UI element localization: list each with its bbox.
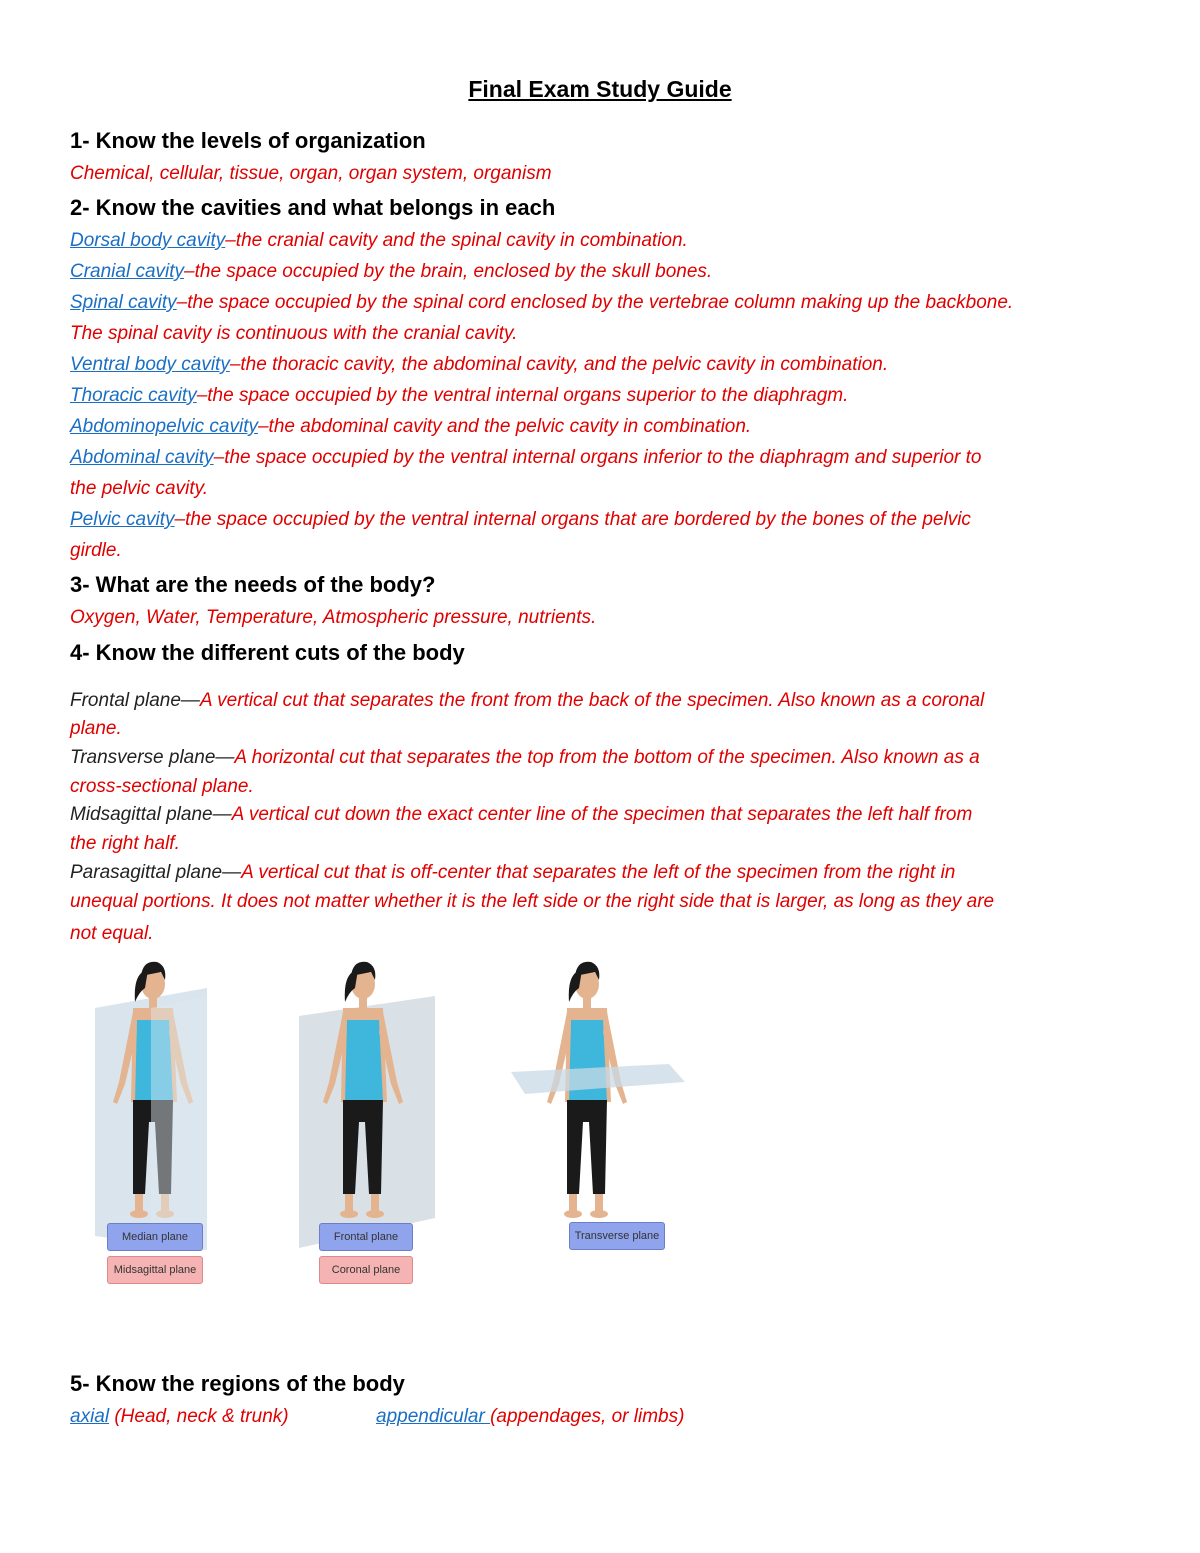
cut-parasagittal-cont: unequal portions. It does not matter whether it is the left side or the right side that is larger, as long as they are xyxy=(70,891,995,912)
section-3-heading: 3- What are the needs of the body? xyxy=(70,572,436,597)
regions-appendicular: appendicular (appendages, or limbs) xyxy=(376,1406,685,1427)
section-1-heading: 1- Know the levels of organization xyxy=(70,128,426,153)
term-link[interactable]: axial xyxy=(70,1406,110,1427)
cavity-ventral: Ventral body cavity–the thoracic cavity, the abdominal cavity, and the pelvic cavity in combination. xyxy=(70,354,889,375)
cut-transverse: Transverse plane—A horizontal cut that separates the top from the bottom of the specimen. Also known as a xyxy=(70,747,980,768)
midsagittal-plane-label: Midsagittal plane xyxy=(107,1256,203,1284)
cavity-abdominal: Abdominal cavity–the space occupied by the ventral internal organs inferior to the diaphragm and superior to xyxy=(70,447,982,468)
cavity-dorsal: Dorsal body cavity–the cranial cavity and the spinal cavity in combination. xyxy=(70,230,688,251)
cut-midsagittal: Midsagittal plane—A vertical cut down the exact center line of the specimen that separates the left half from xyxy=(70,804,973,825)
section-3-answer: Oxygen, Water, Temperature, Atmospheric pressure, nutrients. xyxy=(70,607,597,628)
term-link[interactable]: Thoracic cavity xyxy=(70,385,197,406)
section-2-heading: 2- Know the cavities and what belongs in each xyxy=(70,195,556,220)
coronal-plane-label: Coronal plane xyxy=(319,1256,413,1284)
page-title: Final Exam Study Guide xyxy=(468,76,732,102)
cut-parasagittal: Parasagittal plane—A vertical cut that is off-center that separates the left of the specimen from the right in xyxy=(70,862,956,883)
cavity-spinal-cont: The spinal cavity is continuous with the cranial cavity. xyxy=(70,323,518,344)
cavity-cranial: Cranial cavity–the space occupied by the brain, enclosed by the skull bones. xyxy=(70,261,713,282)
term-link[interactable]: Abdominal cavity xyxy=(70,447,214,468)
term-link[interactable]: Ventral body cavity xyxy=(70,354,230,375)
cut-transverse-cont: cross-sectional plane. xyxy=(70,776,254,797)
cavity-pelvic: Pelvic cavity–the space occupied by the ventral internal organs that are bordered by the bones of the pelvic xyxy=(70,509,971,530)
cavity-abdominal-cont: the pelvic cavity. xyxy=(70,478,208,499)
term-link[interactable]: appendicular xyxy=(376,1406,491,1427)
section-4-heading: 4- Know the different cuts of the body xyxy=(70,640,465,665)
section-1-answer: Chemical, cellular, tissue, organ, organ system, organism xyxy=(70,163,552,184)
term-link[interactable]: Spinal cavity xyxy=(70,292,177,313)
median-plane-label: Median plane xyxy=(107,1223,203,1251)
cavity-abdominopelvic: Abdominopelvic cavity–the abdominal cavity and the pelvic cavity in combination. xyxy=(70,416,752,437)
transverse-plane-label: Transverse plane xyxy=(569,1222,665,1250)
term-link[interactable]: Cranial cavity xyxy=(70,261,185,282)
cavity-thoracic: Thoracic cavity–the space occupied by the ventral internal organs superior to the diaphragm. xyxy=(70,385,849,406)
term-link[interactable]: Abdominopelvic cavity xyxy=(70,416,258,437)
frontal-plane-label: Frontal plane xyxy=(319,1223,413,1251)
cut-frontal-cont: plane. xyxy=(70,718,122,739)
section-5-heading: 5- Know the regions of the body xyxy=(70,1371,405,1396)
term-link[interactable]: Dorsal body cavity xyxy=(70,230,226,251)
regions-axial: axial (Head, neck & trunk) xyxy=(70,1406,289,1427)
cut-midsagittal-cont: the right half. xyxy=(70,833,180,854)
cavity-spinal: Spinal cavity–the space occupied by the spinal cord enclosed by the vertebrae column making up the backbone. xyxy=(70,292,1014,313)
cavity-pelvic-cont: girdle. xyxy=(70,540,122,561)
cut-frontal: Frontal plane—A vertical cut that separates the front from the back of the specimen. Also known as a coronal xyxy=(70,690,985,711)
term-link[interactable]: Pelvic cavity xyxy=(70,509,175,530)
body-planes-figure xyxy=(85,960,705,1300)
cut-parasagittal-cont2: not equal. xyxy=(70,923,154,944)
